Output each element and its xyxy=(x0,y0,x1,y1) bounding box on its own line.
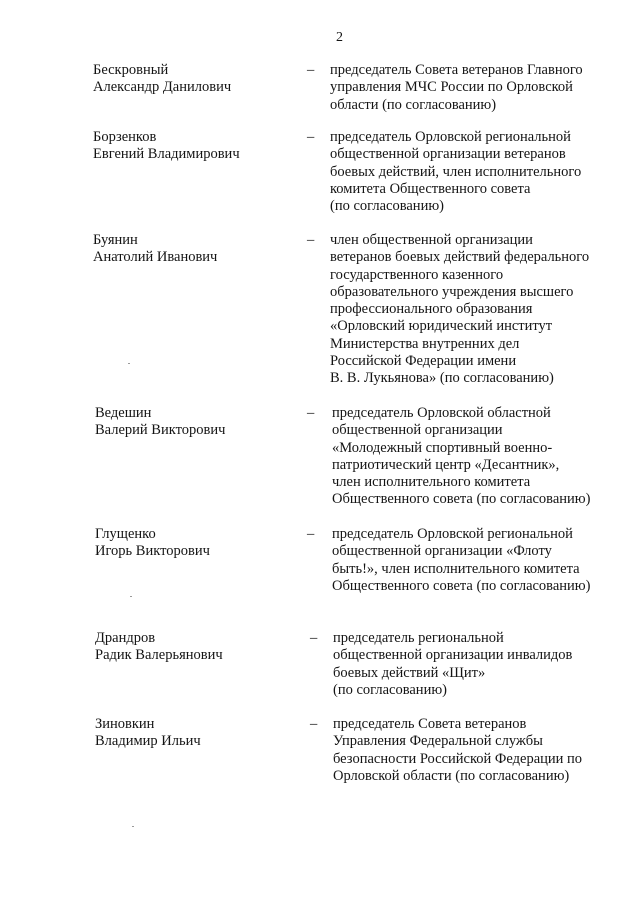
member-role-line: общественной организации инвалидов xyxy=(333,647,573,664)
member-role-line: общественной организации xyxy=(332,422,503,439)
member-role-line: боевых действий «Щит» xyxy=(333,664,486,681)
member-role-line: председатель Орловской областной xyxy=(332,405,551,421)
member-role xyxy=(333,716,633,785)
member-role xyxy=(333,630,633,699)
member-name-line: Владимир Ильич xyxy=(95,733,201,750)
member-name-line: Бескровный xyxy=(93,62,169,78)
member-name-line: Игорь Викторович xyxy=(95,543,210,560)
scan-speck xyxy=(130,596,132,597)
dash-separator: – xyxy=(307,405,315,421)
member-name-line: Глущенко xyxy=(95,526,156,542)
member-name-line: Ведешин xyxy=(95,405,152,421)
member-role-line: Российской Федерации имени xyxy=(330,353,517,370)
member-name xyxy=(93,62,333,97)
member-name-line: Радик Валерьянович xyxy=(95,647,223,664)
member-name xyxy=(93,129,333,164)
member-name-line: Зиновкин xyxy=(95,716,155,732)
dash-separator: – xyxy=(307,129,315,145)
dash-separator: – xyxy=(307,232,315,248)
member-name xyxy=(95,630,335,665)
member-name-line: Борзенков xyxy=(93,129,157,145)
member-role-line: комитета Общественного совета xyxy=(330,180,531,197)
member-role-line: председатель Орловской региональной xyxy=(332,526,573,542)
dash-separator: – xyxy=(310,630,318,646)
member-role-line: ветеранов боевых действий федерального xyxy=(330,249,590,266)
member-role-line: общественной организации «Флоту xyxy=(332,543,552,560)
member-role-line: образовательного учреждения высшего xyxy=(330,283,574,300)
member-role-line: (по согласованию) xyxy=(333,681,447,698)
member-role-line: «Молодежный спортивный военно- xyxy=(332,439,553,456)
member-role-line: государственного казенного xyxy=(330,266,504,283)
member-role xyxy=(330,62,630,114)
member-name xyxy=(95,526,335,561)
member-name-line: Александр Данилович xyxy=(93,79,232,96)
member-name xyxy=(95,716,335,751)
member-role-line: Управления Федеральной службы xyxy=(333,733,543,750)
member-role xyxy=(330,129,630,215)
member-name xyxy=(95,405,335,440)
member-role-line: председатель Совета ветеранов xyxy=(333,716,527,732)
member-role xyxy=(330,232,630,388)
member-role-line: Общественного совета (по согласованию) xyxy=(332,577,591,594)
member-role-line: безопасности Российской Федерации по xyxy=(333,750,583,767)
member-role-line: член общественной организации xyxy=(330,232,533,248)
member-name-line: Анатолий Иванович xyxy=(93,249,218,266)
member-name-line: Евгений Владимирович xyxy=(93,146,240,163)
member-role-line: патриотический центр «Десантник», xyxy=(332,456,560,473)
member-role-line: председатель Орловской региональной xyxy=(330,129,571,145)
page-number: 2 xyxy=(336,30,343,45)
member-role-line: управления МЧС России по Орловской xyxy=(330,79,573,96)
member-role xyxy=(332,405,632,509)
member-role-line: член исполнительного комитета xyxy=(332,474,531,491)
member-role-line: боевых действий, член исполнительного xyxy=(330,163,582,180)
member-name-line: Драндров xyxy=(95,630,156,646)
member-role-line: Орловской области (по согласованию) xyxy=(333,767,570,784)
member-role-line: председатель Совета ветеранов Главного xyxy=(330,62,583,78)
member-role-line: В. В. Лукьянова» (по согласованию) xyxy=(330,370,554,387)
member-role-line: профессионального образования xyxy=(330,301,533,318)
member-role-line: (по согласованию) xyxy=(330,198,444,215)
member-role xyxy=(332,526,632,595)
member-role-line: председатель региональной xyxy=(333,630,504,646)
scan-speck xyxy=(128,363,130,364)
member-name xyxy=(93,232,333,267)
member-role-line: «Орловский юридический институт xyxy=(330,318,553,335)
member-role-line: общественной организации ветеранов xyxy=(330,146,566,163)
dash-separator: – xyxy=(310,716,318,732)
member-name-line: Валерий Викторович xyxy=(95,422,226,439)
member-role-line: Министерства внутренних дел xyxy=(330,335,520,352)
member-role-line: Общественного совета (по согласованию) xyxy=(332,491,591,508)
member-role-line: быть!», член исполнительного комитета xyxy=(332,560,580,577)
member-name-line: Буянин xyxy=(93,232,138,248)
dash-separator: – xyxy=(307,62,315,78)
dash-separator: – xyxy=(307,526,315,542)
scan-speck xyxy=(132,826,134,827)
member-role-line: области (по согласованию) xyxy=(330,96,497,113)
